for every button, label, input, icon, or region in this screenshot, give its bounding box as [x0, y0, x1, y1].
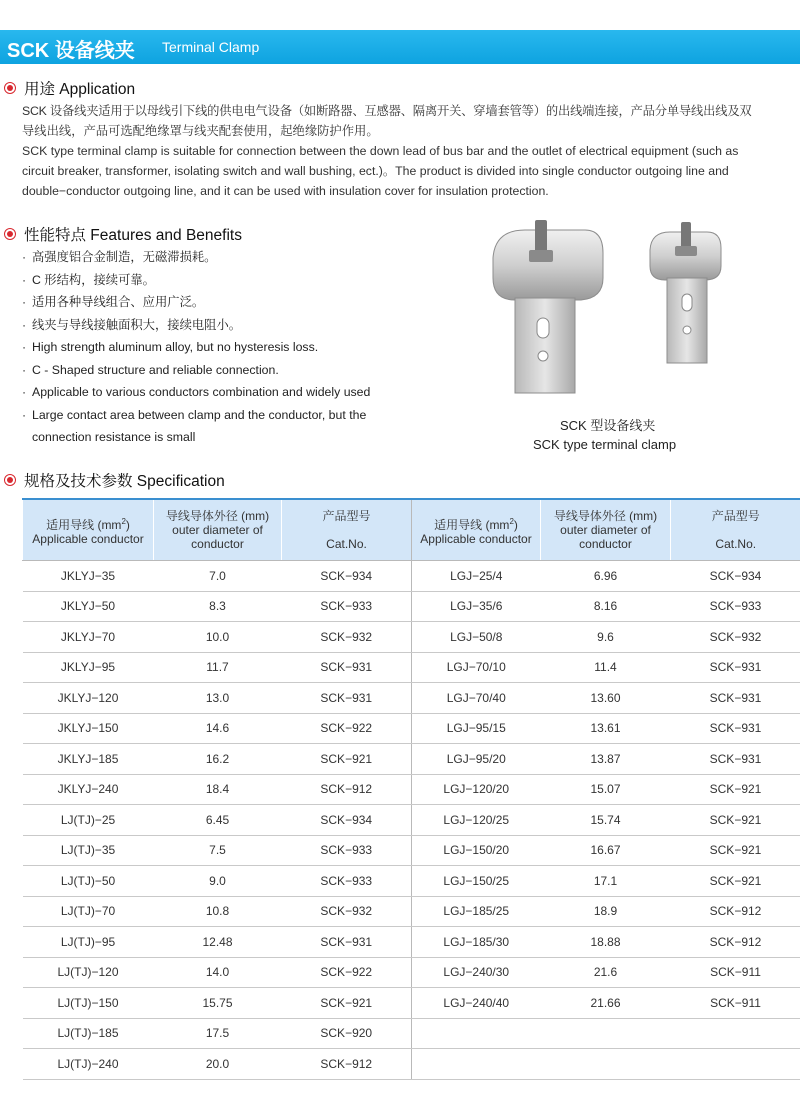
table-row: [23, 805, 800, 836]
table-cell: SCK−931: [282, 683, 412, 714]
table-cell: 13.61: [541, 713, 671, 744]
table-cell: 6.45: [154, 805, 282, 836]
feature-item-continuation: connection resistance is small: [32, 430, 196, 444]
table-cell: LJ(TJ)−240: [23, 1049, 154, 1080]
table-row: [23, 957, 800, 988]
table-row: [23, 927, 800, 958]
table-cell: SCK−912: [671, 927, 800, 958]
application-line: double−conductor outgoing line, and it can be used with insulation cover for insulation protection.: [22, 184, 549, 198]
table-cell: 14.6: [154, 713, 282, 744]
table-cell: [412, 1049, 541, 1080]
table-row: [23, 835, 800, 866]
table-row: [23, 561, 800, 592]
banner-title-cn: SCK 设备线夹: [7, 40, 135, 62]
section-bullet-icon: [4, 82, 16, 94]
features-heading: [0, 223, 242, 245]
table-cell: LGJ−240/30: [412, 957, 541, 988]
table-cell: SCK−933: [282, 835, 412, 866]
table-row: [23, 744, 800, 775]
table-cell: 15.07: [541, 774, 671, 805]
col-header-conductor: 适用导线 $(mm^2)$ Applicable conductor: [23, 499, 154, 561]
table-cell: 7.5: [154, 835, 282, 866]
table-cell: SCK−912: [282, 774, 412, 805]
table-row: [23, 1018, 800, 1049]
table-cell: [412, 1018, 541, 1049]
features-heading-text: 性能特点 Features and Benefits: [24, 227, 242, 244]
table-row: [23, 713, 800, 744]
table-row: [23, 683, 800, 714]
col-header-model: 产品型号 Cat.No.: [671, 499, 800, 561]
table-cell: LGJ−95/20: [412, 744, 541, 775]
table-cell: LGJ−120/25: [412, 805, 541, 836]
col-header-diameter: 导线导体外径 (mm) outer diameter of conductor: [541, 499, 671, 561]
table-cell: SCK−933: [282, 591, 412, 622]
feature-item: · 适用各种导线组合、应用广泛。: [22, 295, 205, 309]
table-cell: 9.6: [541, 622, 671, 653]
table-cell: LJ(TJ)−35: [23, 835, 154, 866]
table-cell: LJ(TJ)−185: [23, 1018, 154, 1049]
table-row: [23, 988, 800, 1019]
specification-heading: [0, 469, 225, 491]
feature-item: · Large contact area between clamp and the conductor, but the: [22, 407, 367, 422]
table-cell: SCK−931: [671, 683, 800, 714]
table-cell: SCK−921: [671, 805, 800, 836]
table-cell: 14.0: [154, 957, 282, 988]
table-cell: 13.0: [154, 683, 282, 714]
table-cell: LGJ−150/25: [412, 866, 541, 897]
col-header-diameter: 导线导体外径 (mm) outer diameter of conductor: [154, 499, 282, 561]
table-cell: SCK−921: [671, 866, 800, 897]
col-header-conductor: 适用导线 $(mm^2)$ Applicable conductor: [412, 499, 541, 561]
table-cell: 11.4: [541, 652, 671, 683]
section-bullet-icon: [4, 228, 16, 240]
table-cell: 10.0: [154, 622, 282, 653]
table-cell: 21.6: [541, 957, 671, 988]
table-cell: LGJ−50/8: [412, 622, 541, 653]
terminal-clamp-photo: [485, 218, 725, 398]
table-cell: SCK−934: [671, 561, 800, 592]
table-cell: SCK−912: [671, 896, 800, 927]
feature-item: · Applicable to various conductors combination and widely used: [22, 385, 371, 399]
table-cell: LJ(TJ)−70: [23, 896, 154, 927]
table-cell: [541, 1049, 671, 1080]
table-cell: 15.75: [154, 988, 282, 1019]
table-cell: 11.7: [154, 652, 282, 683]
table-cell: LGJ−240/40: [412, 988, 541, 1019]
features-list: [22, 246, 370, 449]
table-cell: [671, 1018, 800, 1049]
table-cell: SCK−922: [282, 713, 412, 744]
table-cell: SCK−920: [282, 1018, 412, 1049]
table-cell: LGJ−25/4: [412, 561, 541, 592]
table-cell: SCK−933: [282, 866, 412, 897]
application-heading-text: 用途 Application: [24, 81, 136, 98]
table-cell: LGJ−120/20: [412, 774, 541, 805]
table-cell: SCK−931: [282, 652, 412, 683]
title-banner: [0, 30, 800, 64]
table-cell: JKLYJ−50: [23, 591, 154, 622]
table-cell: JKLYJ−150: [23, 713, 154, 744]
table-cell: LGJ−95/15: [412, 713, 541, 744]
table-cell: SCK−931: [671, 652, 800, 683]
photo-caption-cn: SCK 型设备线夹: [560, 418, 656, 433]
table-cell: SCK−921: [671, 774, 800, 805]
table-cell: SCK−932: [282, 896, 412, 927]
table-cell: [671, 1049, 800, 1080]
application-line: SCK type terminal clamp is suitable for connection between the down lead of bus bar and the outlet of electrical equipment (such as: [22, 144, 739, 158]
table-cell: SCK−934: [282, 805, 412, 836]
application-heading: [0, 77, 135, 99]
application-line: 导线出线，产品可选配绝缘罩与线夹配套使用，起绝缘防护作用。: [22, 124, 379, 138]
table-header-row: [23, 499, 800, 561]
table-cell: 20.0: [154, 1049, 282, 1080]
table-row: [23, 774, 800, 805]
table-cell: SCK−932: [282, 622, 412, 653]
table-cell: SCK−921: [282, 988, 412, 1019]
table-cell: SCK−911: [671, 957, 800, 988]
table-cell: JKLYJ−240: [23, 774, 154, 805]
feature-item: · 高强度铝合金制造，无磁滞损耗。: [22, 250, 217, 264]
table-cell: SCK−934: [282, 561, 412, 592]
table-cell: 8.3: [154, 591, 282, 622]
table-cell: LGJ−185/25: [412, 896, 541, 927]
application-line: circuit breaker, transformer, isolating switch and wall bushing, ect.)。The product is divided into single conductor outgoing line and: [22, 164, 729, 178]
table-cell: JKLYJ−70: [23, 622, 154, 653]
table-cell: 7.0: [154, 561, 282, 592]
section-bullet-icon: [4, 474, 16, 486]
table-cell: JKLYJ−185: [23, 744, 154, 775]
table-cell: JKLYJ−35: [23, 561, 154, 592]
table-row: [23, 591, 800, 622]
table-cell: 9.0: [154, 866, 282, 897]
table-cell: LJ(TJ)−120: [23, 957, 154, 988]
table-cell: 16.2: [154, 744, 282, 775]
table-cell: 10.8: [154, 896, 282, 927]
table-cell: SCK−931: [671, 713, 800, 744]
specification-heading-text: 规格及技术参数 Specification: [24, 473, 225, 490]
table-cell: LJ(TJ)−25: [23, 805, 154, 836]
table-cell: 21.66: [541, 988, 671, 1019]
table-row: [23, 622, 800, 653]
table-cell: LGJ−35/6: [412, 591, 541, 622]
table-cell: JKLYJ−95: [23, 652, 154, 683]
table-cell: SCK−912: [282, 1049, 412, 1080]
table-cell: 13.87: [541, 744, 671, 775]
table-row: [23, 866, 800, 897]
table-cell: JKLYJ−120: [23, 683, 154, 714]
table-cell: LGJ−150/20: [412, 835, 541, 866]
banner-title-en: Terminal Clamp: [162, 39, 260, 55]
table-cell: SCK−931: [282, 927, 412, 958]
table-cell: LGJ−70/10: [412, 652, 541, 683]
table-cell: 15.74: [541, 805, 671, 836]
table-cell: LJ(TJ)−150: [23, 988, 154, 1019]
table-cell: 12.48: [154, 927, 282, 958]
table-cell: LJ(TJ)−50: [23, 866, 154, 897]
table-cell: SCK−921: [671, 835, 800, 866]
table-row: [23, 652, 800, 683]
table-cell: SCK−921: [282, 744, 412, 775]
table-cell: LGJ−70/40: [412, 683, 541, 714]
specification-table: [22, 498, 800, 1080]
table-cell: LGJ−185/30: [412, 927, 541, 958]
feature-item: · C 形结构，接续可靠。: [22, 272, 155, 287]
table-cell: 18.88: [541, 927, 671, 958]
table-cell: 17.1: [541, 866, 671, 897]
table-cell: 8.16: [541, 591, 671, 622]
application-line: SCK 设备线夹适用于以母线引下线的供电电气设备（如断路器、互感器、隔离开关、穿墙套管等）的出线端连接，产品分单导线出线及双: [22, 104, 752, 118]
photo-caption-en: SCK type terminal clamp: [533, 437, 677, 452]
table-cell: 16.67: [541, 835, 671, 866]
feature-item: · 线夹与导线接触面积大，接续电阻小。: [22, 317, 242, 332]
table-cell: SCK−932: [671, 622, 800, 653]
feature-item: · High strength aluminum alloy, but no hysteresis loss.: [22, 340, 319, 354]
table-cell: LJ(TJ)−95: [23, 927, 154, 958]
table-cell: 13.60: [541, 683, 671, 714]
table-cell: 6.96: [541, 561, 671, 592]
table-cell: SCK−931: [671, 744, 800, 775]
table-cell: SCK−933: [671, 591, 800, 622]
table-cell: SCK−911: [671, 988, 800, 1019]
table-row: [23, 896, 800, 927]
table-cell: [541, 1018, 671, 1049]
table-cell: 18.9: [541, 896, 671, 927]
col-header-model: 产品型号 Cat.No.: [282, 499, 412, 561]
table-cell: 17.5: [154, 1018, 282, 1049]
table-cell: SCK−922: [282, 957, 412, 988]
feature-item: · C - Shaped structure and reliable connection.: [22, 362, 279, 377]
table-cell: 18.4: [154, 774, 282, 805]
application-text: [22, 101, 792, 201]
table-row: [23, 1049, 800, 1080]
